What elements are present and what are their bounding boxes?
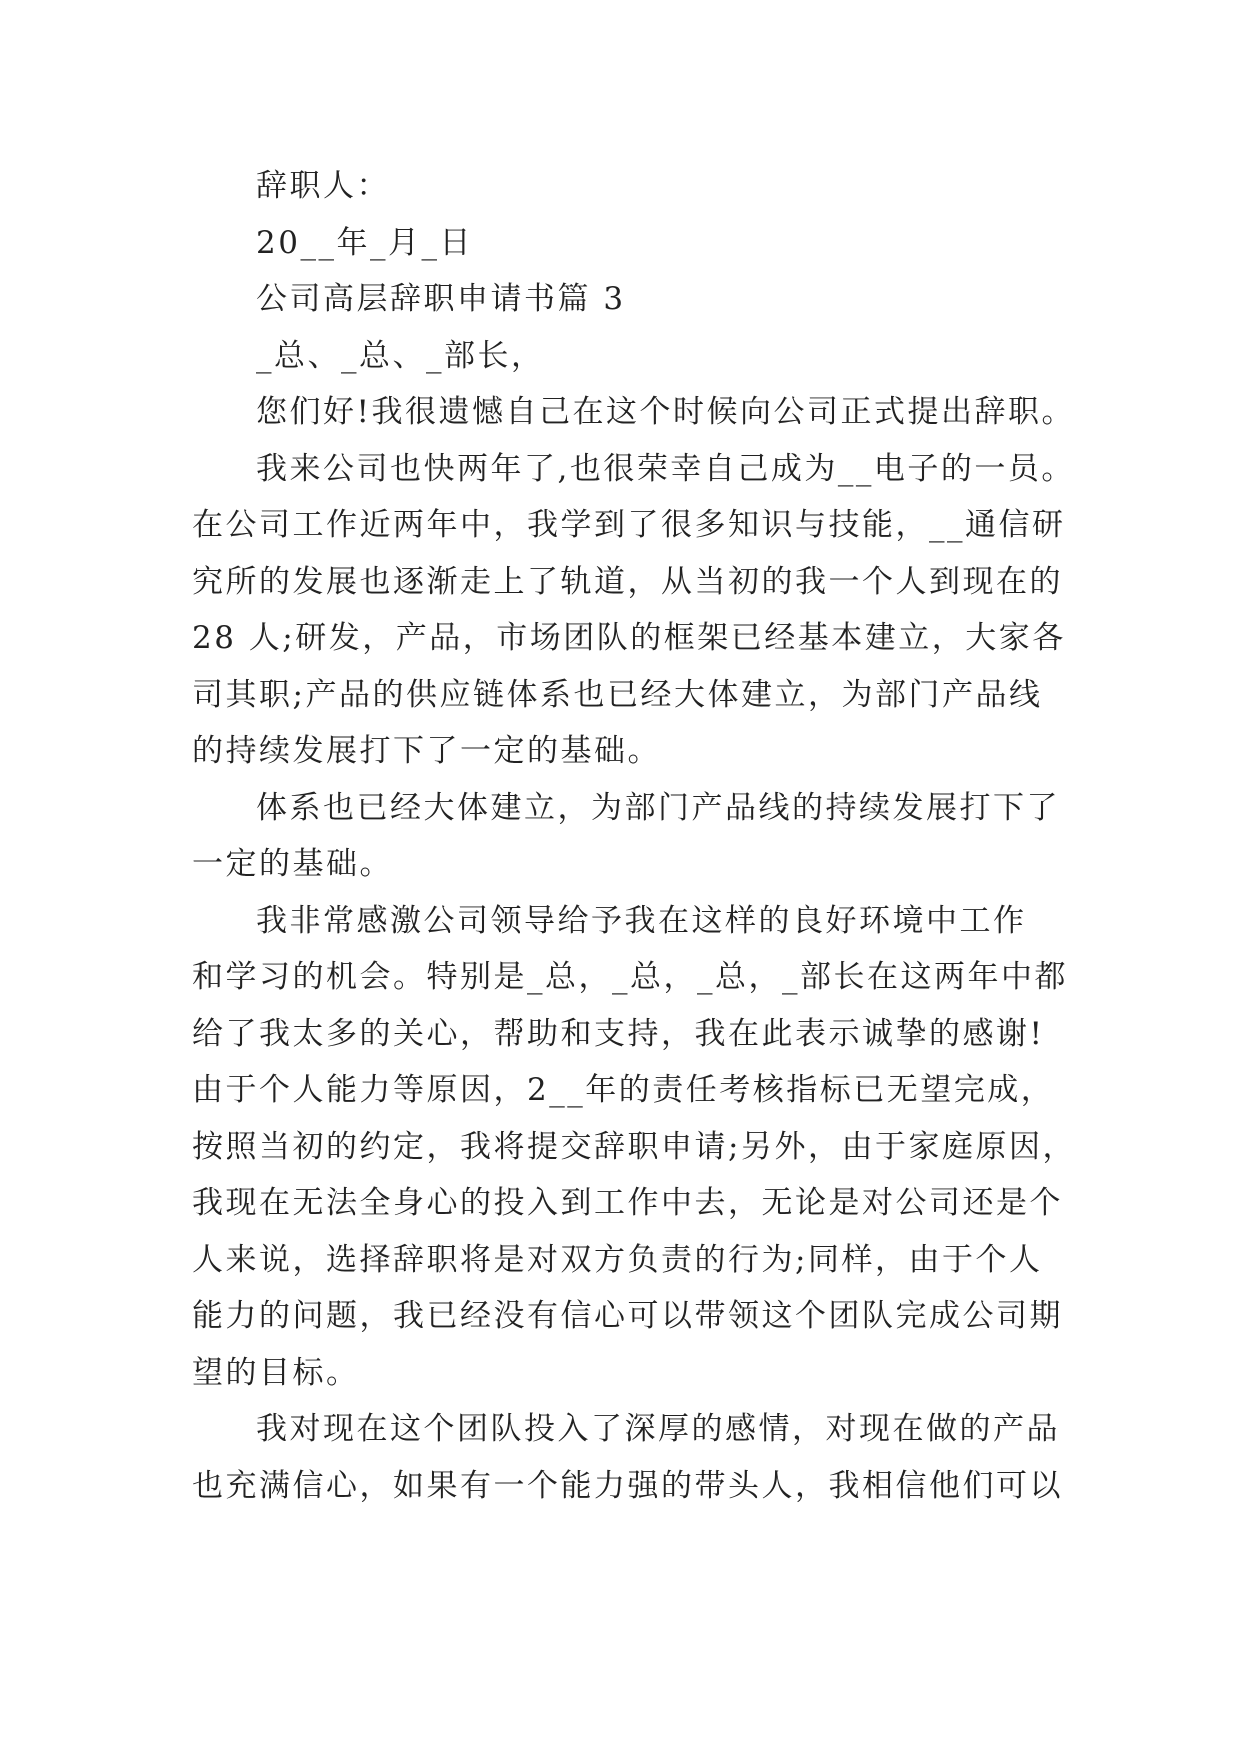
signature-line: 辞职人： — [256, 168, 390, 204]
body-paragraph-1: 我来公司也快两年了,也很荣幸自己成为__电子的一员。 在公司工作近两年中，我学到了很多知识与技能，__通信研 究所的发展也逐渐走上了轨道，从当初的我一个人到现在的 28 人;研发，产品，市场团队的框架已经基本建立，大家各 司其职;产品的供应链体系也已经大体建立，为部门产品线 的持续发展打下了一定的基础。 — [192, 450, 1075, 769]
greeting-paragraph: 您们好!我很遗憾自己在这个时候向公司正式提出辞职。 — [256, 394, 1075, 430]
document-body — [192, 158, 1076, 1514]
body-paragraph-4: 我对现在这个团队投入了深厚的感情，对现在做的产品 也充满信心，如果有一个能力强的带头人，我相信他们可以 — [192, 1411, 1063, 1504]
section-title: 公司高层辞职申请书篇 3 — [256, 281, 626, 317]
salutation: _总、_总、_部长， — [256, 337, 545, 374]
body-paragraph-2: 体系也已经大体建立，为部门产品线的持续发展打下了 一定的基础。 — [192, 789, 1060, 882]
body-paragraph-3: 我非常感激公司领导给予我在这样的良好环境中工作 和学习的机会。特别是_总，_总，_总，_部长在这两年中都 给了我太多的关心，帮助和支持，我在此表示诚挚的感谢! 由于个人能力等原因，2__年的责任考核指标已无望完成， 按照当初的约定，我将提交辞职申请;另外，由于家庭原因， 我现在无法全身心的投入到工作中去，无论是对公司还是个 人来说，选择辞职将是对双方负责的行为;同样，由于个人 能力的问题，我已经没有信心可以带领这个团队完成公司期 望的目标。 — [192, 902, 1076, 1391]
date-line: 20__年_月_日 — [256, 224, 473, 261]
